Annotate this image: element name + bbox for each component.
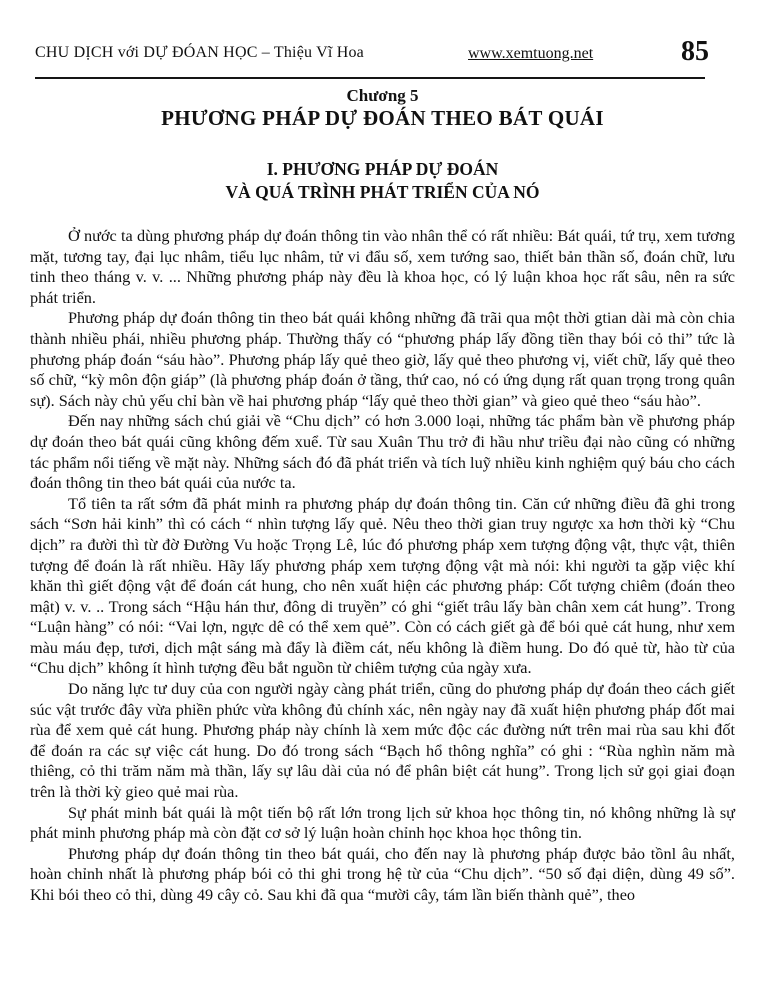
paragraph: Phương pháp dự đoán thông tin theo bát quái không những đã trãi qua một thời gtian dài mà còn chia thành nhiều phái, nhiều phương pháp. Thường thấy có “phương pháp lấy đồng tiền thay bói cỏ thi” tức là phương pháp đoán “sáu hào”. Phương pháp lấy quẻ theo giờ, lấy quẻ theo phương vị, viết chữ, lấy quẻ theo số chữ, “kỳ môn độn giáp” (là phương pháp đoán ở tầng, thứ cao, nó có ứng dụng rất quan trọng trong quân sự). Sách này chủ yếu chỉ bàn về hai phương pháp “lấy quẻ theo thời gian” và gieo quẻ theo “sáu hào”. <box>30 308 735 410</box>
page-number: 85 <box>681 36 709 67</box>
page-content <box>30 0 735 906</box>
paragraph: Tổ tiên ta rất sớm đã phát minh ra phương pháp dự đoán thông tin. Căn cứ những điều đã ghi trong sách “Sơn hải kinh” thì có cách “ nhìn tượng lấy quẻ. Nêu theo thời gian truy ngược xa hơn thời kỳ “Chu dịch” ra đười thì từ đờ Đường Vu hoặc Trọng Lê, lúc đó phương pháp xem tượng động vật, thực vật, thiên tượng để đoán là rất nhiều. Hãy lấy phương pháp xem tượng động vật mà nói: khi người ta gặp việc khí khăn thì giết động vật để đoán cát hung, cho nên xuất hiện các phương pháp: Cốt tượng chiêm (đoán theo mật) v. v. .. Trong sách “Hậu hán thư, đông di truyền” có ghi “giết trâu lấy bàn chân xem cát hung”. Trong “Luận hàng” có nói: “Vai lợn, ngực dê có thể xem quẻ”. Còn có cách giết gà để bói quẻ cát hung, như xem màu máu đẹp, tươi, dịch mật sáng mà đẩy là điềm cát, nếu không là điềm hung. Do đó quẻ từ, hào từ của “Chu dịch” không ít hình tượng đều bắt nguồn từ chiêm tượng của ngày xưa. <box>30 493 735 678</box>
body-text <box>30 226 735 906</box>
website-link[interactable]: www.xemtuong.net <box>468 45 594 62</box>
paragraph: Ở nước ta dùng phương pháp dự đoán thông tin vào nhân thể có rất nhiều: Bát quái, tứ trụ, xem tương mặt, tương tay, đại lục nhâm, tiểu lục nhâm, tử vi đẩu số, xem tướng sao, thiết bản thần số, đoán chữ, lưu tinh theo tháng v. v. ... Những phương pháp này đều là khoa học, có lý luận khoa học rất sâu, nên ra sức phát triển. <box>30 226 735 307</box>
chapter-title: PHƯƠNG PHÁP DỰ ĐOÁN THEO BÁT QUÁI <box>161 106 604 130</box>
section-heading-line2: VÀ QUÁ TRÌNH PHÁT TRIỂN CỦA NÓ <box>225 182 540 202</box>
paragraph: Do năng lực tư duy của con người ngày càng phát triển, cũng do phương pháp dự đoán theo cách giết súc vật trước đây vừa phiền phức vừa không đủ chính xác, nên ngày nay đã xuất hiện phương pháp đốt mai rùa để xem quẻ cát hung. Phương pháp này chính là xem mức độc các đường nứt trên mai rùa sau khi đốt để đoán ra các sự việc cát hung. Do đó trong sách “Bạch hổ thông nghĩa” có ghi : “Rùa nghìn năm mà thiêng, cỏ thi trăm năm mà thần, lấy sự lâu dài của nó để phân biệt cát hung”. Trong lịch sử gọi giai đoạn trên là thời kỳ gieo quẻ mai rùa. <box>30 679 735 802</box>
chapter-label: Chương 5 <box>346 86 419 105</box>
paragraph: Sự phát minh bát quái là một tiến bộ rất lớn trong lịch sử khoa học thông tin, nó không những là sự phát minh phương pháp mà còn đặt cơ sở lý luận hoàn chỉnh học khoa học thông tin. <box>30 802 735 843</box>
paragraph: Phương pháp dự đoán thông tin theo bát quái, cho đến nay là phương pháp được bảo tồnl âu nhất, hoàn chỉnh nhất là phương pháp bói cỏ thi ghi trong hệ từ của “Chu dịch”. “50 số đại diện, dùng 49 số”. Khi bói theo cỏ thi, dùng 49 cây cỏ. Sau khi đã qua “mười cây, tám lần biến thành quẻ”, theo <box>30 843 735 904</box>
section-heading-line1: I. PHƯƠNG PHÁP DỰ ĐOÁN <box>266 159 499 179</box>
section-heading <box>30 158 735 204</box>
paragraph: Đến nay những sách chú giải về “Chu dịch” có hơn 3.000 loại, những tác phẩm bàn về phương pháp dự đoán theo bát quái cũng không đếm xuể. Từ sau Xuân Thu trở đi hầu như triều đại nào cũng có những tác phẩm nổi tiếng về mặt này. Những sách đó đã phát triển và tích luỹ nhiều kinh nghiệm quý báu cho cách đoán thông tin theo bát quái của nước ta. <box>30 411 735 493</box>
header-book-title: CHU DỊCH với DỰ ĐÓAN HỌC – Thiệu Vĩ Hoa <box>35 44 364 61</box>
